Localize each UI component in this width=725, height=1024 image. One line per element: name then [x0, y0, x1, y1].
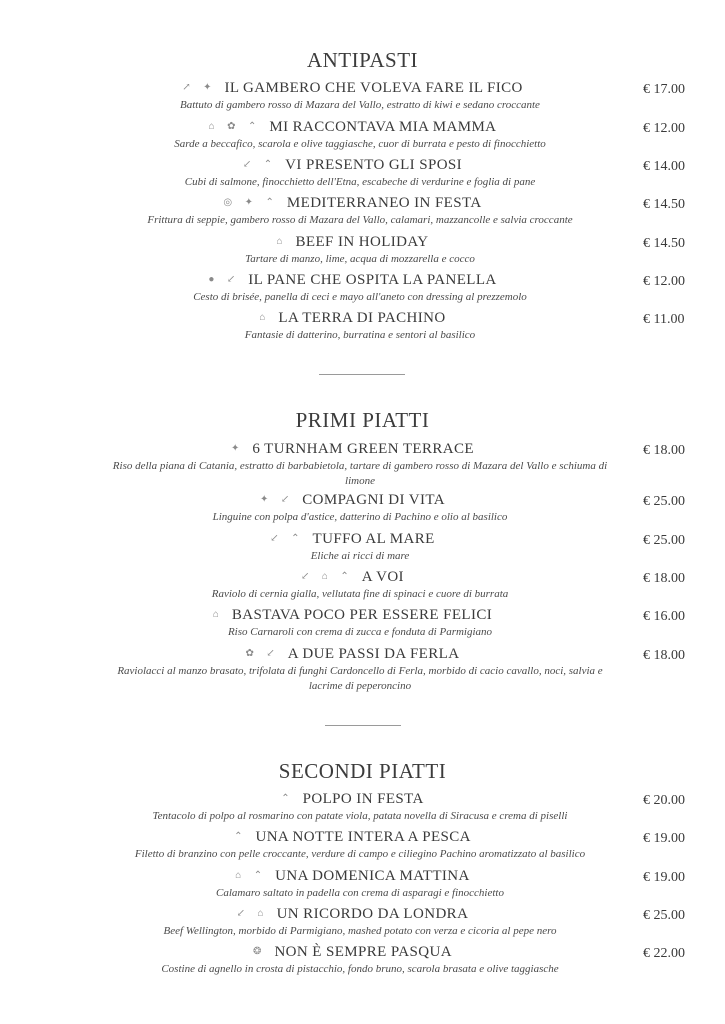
- allergen-icons: ↗ ✦: [182, 82, 217, 93]
- item-name: UN RICORDO DA LONDRA: [276, 906, 469, 922]
- item-price: € 12.00: [643, 121, 685, 136]
- item-description: Raviolacci al manzo brasato, trifolata di funghi Cardoncello di Ferla, morbido di cacio cavallo, noci, salvia e lacrime di peperoncino: [117, 665, 603, 692]
- item-price: € 14.00: [643, 159, 685, 174]
- item-description: Cubi di salmone, finocchietto dell'Etna, escabeche di verdurine e foglia di pane: [184, 176, 536, 188]
- allergen-icons: ◎ ✦ ⌃: [223, 197, 279, 208]
- item-price: € 25.00: [643, 908, 685, 923]
- item-description: Filetto di branzino con pelle croccante, verdure di campo e ciliegino Pachino aromatizzato al basilico: [134, 848, 586, 860]
- item-name: BASTAVA POCO PER ESSERE FELICI: [231, 607, 493, 623]
- item-name-line: [0, 441, 715, 458]
- item-name: UNA DOMENICA MATTINA: [275, 868, 470, 884]
- item-name-line: [0, 906, 715, 923]
- allergen-icons: ❂: [253, 946, 267, 957]
- item-description: Eliche ai ricci di mare: [310, 550, 410, 562]
- item-name: LA TERRA DI PACHINO: [278, 310, 446, 326]
- item-name-line: [0, 119, 715, 136]
- item-name: TUFFO AL MARE: [312, 531, 435, 547]
- item-price: € 16.00: [643, 609, 685, 624]
- allergen-icons: ✿ ↙: [245, 648, 280, 659]
- item-price: € 19.00: [643, 870, 685, 885]
- item-name: NON È SEMPRE PASQUA: [274, 944, 452, 960]
- section-title-primi-piatti: PRIMI PIATTI: [295, 408, 430, 432]
- item-name-line: [0, 272, 715, 289]
- allergen-icons: ⌃: [234, 831, 248, 842]
- item-name: MEDITERRANEO IN FESTA: [286, 195, 482, 211]
- item-description: Frittura di seppie, gambero rosso di Mazara del Vallo, calamari, mazzancolle e salvia croccante: [147, 214, 573, 226]
- item-name: IL GAMBERO CHE VOLEVA FARE IL FICO: [224, 80, 523, 96]
- item-name-line: [0, 944, 715, 961]
- item-price: € 20.00: [643, 793, 685, 808]
- item-name-line: [0, 157, 715, 174]
- item-description: Battuto di gambero rosso di Mazara del Vallo, estratto di kiwi e sedano croccante: [180, 99, 540, 111]
- item-name-line: [0, 569, 715, 586]
- item-description: Tartare di manzo, lime, acqua di mozzarella e cocco: [245, 253, 475, 265]
- allergen-icons: ⌃: [281, 793, 295, 804]
- allergen-icons: ✦ ↙: [260, 494, 295, 505]
- item-name-line: [0, 868, 715, 885]
- item-name: MI RACCONTAVA MIA MAMMA: [269, 119, 497, 135]
- item-price: € 22.00: [643, 946, 685, 961]
- item-description: Raviolo di cernia gialla, vellutata fine di spinaci e cuore di burrata: [211, 588, 509, 600]
- item-description: Riso Carnaroli con crema di zucca e fonduta di Parmigiano: [227, 626, 493, 638]
- item-price: € 25.00: [643, 494, 685, 509]
- item-name-line: [0, 234, 715, 251]
- item-name-line: [0, 829, 715, 846]
- item-name-line: [0, 310, 715, 327]
- item-price: € 14.50: [643, 197, 685, 212]
- allergen-icons: ⌂ ✿ ⌃: [208, 121, 262, 132]
- item-description: Costine di agnello in crosta di pistacchio, fondo bruno, scarola brasata e olive taggiasche: [161, 963, 559, 975]
- item-description: Beef Wellington, morbido di Parmigiano, mashed potato con verza e cicoria al pepe nero: [163, 925, 557, 937]
- item-name: UNA NOTTE INTERA A PESCA: [255, 829, 471, 845]
- item-price: € 11.00: [643, 312, 685, 327]
- item-name: A VOI: [361, 569, 404, 585]
- item-price: € 12.00: [643, 274, 685, 289]
- item-price: € 18.00: [643, 648, 685, 663]
- allergen-icons: ⌂ ⌃: [235, 870, 268, 881]
- item-price: € 17.00: [643, 82, 685, 97]
- item-description: Cesto di brisée, panella di ceci e mayo all'aneto con dressing al prezzemolo: [193, 291, 527, 303]
- allergen-icons: ✦: [231, 443, 245, 454]
- item-name-line: [0, 492, 715, 509]
- item-description: Sarde a beccafico, scarola e olive taggiasche, cuor di burrata e pesto di finocchietto: [174, 138, 546, 150]
- item-price: € 25.00: [643, 533, 685, 548]
- allergen-icons: ↙ ⌃: [270, 533, 305, 544]
- allergen-icons: ⌂: [259, 312, 271, 323]
- item-name: A DUE PASSI DA FERLA: [287, 646, 460, 662]
- item-name: 6 TURNHAM GREEN TERRACE: [252, 441, 474, 457]
- allergen-icons: ⌂: [212, 609, 224, 620]
- item-description: Tentacolo di polpo al rosmarino con patate viola, patata novella di Siracusa e crema di piselli: [152, 810, 568, 822]
- item-price: € 18.00: [643, 571, 685, 586]
- item-name-line: [0, 80, 715, 97]
- item-description: Linguine con polpa d'astice, datterino di Pachino e olio al basilico: [212, 511, 508, 523]
- item-name-line: [0, 195, 715, 212]
- item-description: Riso della piana di Catania, estratto di barbabietola, tartare di gambero rosso di Mazara del Vallo e schiuma di limone: [112, 460, 608, 487]
- section-title-antipasti: ANTIPASTI: [306, 48, 419, 72]
- item-name: BEEF IN HOLIDAY: [295, 234, 429, 250]
- allergen-icons: ↙ ⌃: [242, 159, 278, 170]
- item-description: Fantasie di datterino, burratina e sentori al basilico: [244, 329, 476, 341]
- item-price: € 14.50: [643, 236, 685, 251]
- item-name-line: [0, 791, 715, 808]
- section-divider: [325, 725, 401, 726]
- allergen-icons: ↙ ⌂: [236, 908, 269, 919]
- item-description: Calamaro saltato in padella con crema di asparagi e finocchietto: [216, 887, 504, 899]
- item-name: IL PANE CHE OSPITA LA PANELLA: [248, 272, 497, 288]
- item-name: COMPAGNI DI VITA: [302, 492, 445, 508]
- allergen-icons: ⌂: [276, 236, 288, 247]
- item-name-line: [0, 646, 715, 663]
- section-title-secondi-piatti: SECONDI PIATTI: [278, 759, 447, 783]
- item-price: € 19.00: [643, 831, 685, 846]
- item-price: € 18.00: [643, 443, 685, 458]
- item-name-line: [0, 531, 715, 548]
- item-name: VI PRESENTO GLI SPOSI: [285, 157, 463, 173]
- item-name-line: [0, 607, 715, 624]
- item-name: POLPO IN FESTA: [302, 791, 424, 807]
- section-divider: [319, 374, 405, 375]
- allergen-icons: ● ↙: [208, 274, 241, 285]
- allergen-icons: ↙ ⌂ ⌃: [301, 571, 354, 582]
